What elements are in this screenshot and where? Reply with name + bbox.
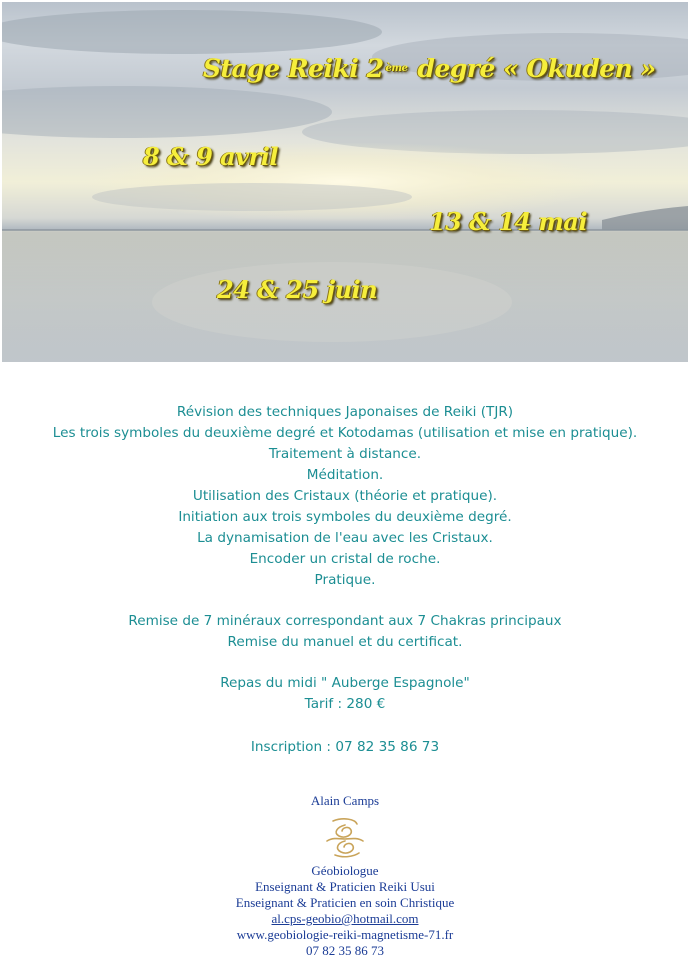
author-role: Géobiologue [311, 863, 379, 878]
hero-sea-photo [2, 2, 688, 362]
geobiology-logo-icon [315, 815, 375, 859]
author-title: Enseignant & Praticien Reiki Usui [255, 879, 435, 894]
program-line: Révision des techniques Japonaises de Reiki (TJR) [176, 404, 514, 420]
program-line: Utilisation des Cristaux (théorie et pratique). [192, 488, 498, 504]
program-line: Encoder un cristal de roche. [249, 551, 441, 567]
program-line: La dynamisation de l'eau avec les Cristaux. [197, 530, 493, 546]
price-info: Tarif : 280 € [304, 696, 386, 712]
program-line: Méditation. [306, 467, 384, 483]
author-name: Alain Camps [310, 793, 380, 808]
date-june: 24 & 25 juin [217, 275, 378, 304]
lunch-info: Repas du midi " Auberge Espagnole" [220, 675, 470, 691]
program-line: Les trois symboles du deuxième degré et Kotodamas (utilisation et mise en pratique). [52, 425, 638, 441]
inscription-phone: Inscription : 07 82 35 86 73 [250, 739, 440, 755]
email-link[interactable]: al.cps-geobio@hotmail.com [271, 911, 419, 926]
date-may: 13 & 14 mai [429, 207, 588, 236]
website-text: www.geobiologie-reiki-magnetisme-71.fr [236, 927, 454, 942]
author-title: Enseignant & Praticien en soin Christique [235, 895, 455, 910]
hero-title: Stage Reiki 2 $^{ème}$ degré « Okuden » [203, 54, 656, 83]
program-line: Pratique. [314, 572, 376, 588]
included-line: Remise du manuel et du certificat. [227, 634, 463, 650]
program-content [0, 402, 690, 758]
author-phone: 07 82 35 86 73 [306, 943, 384, 958]
program-line: Initiation aux trois symboles du deuxième degré. [178, 509, 512, 525]
signature-block [0, 793, 690, 959]
date-april: 8 & 9 avril [143, 142, 279, 171]
program-line: Traitement à distance. [268, 446, 422, 462]
included-line: Remise de 7 minéraux correspondant aux 7 Chakras principaux [128, 613, 562, 629]
